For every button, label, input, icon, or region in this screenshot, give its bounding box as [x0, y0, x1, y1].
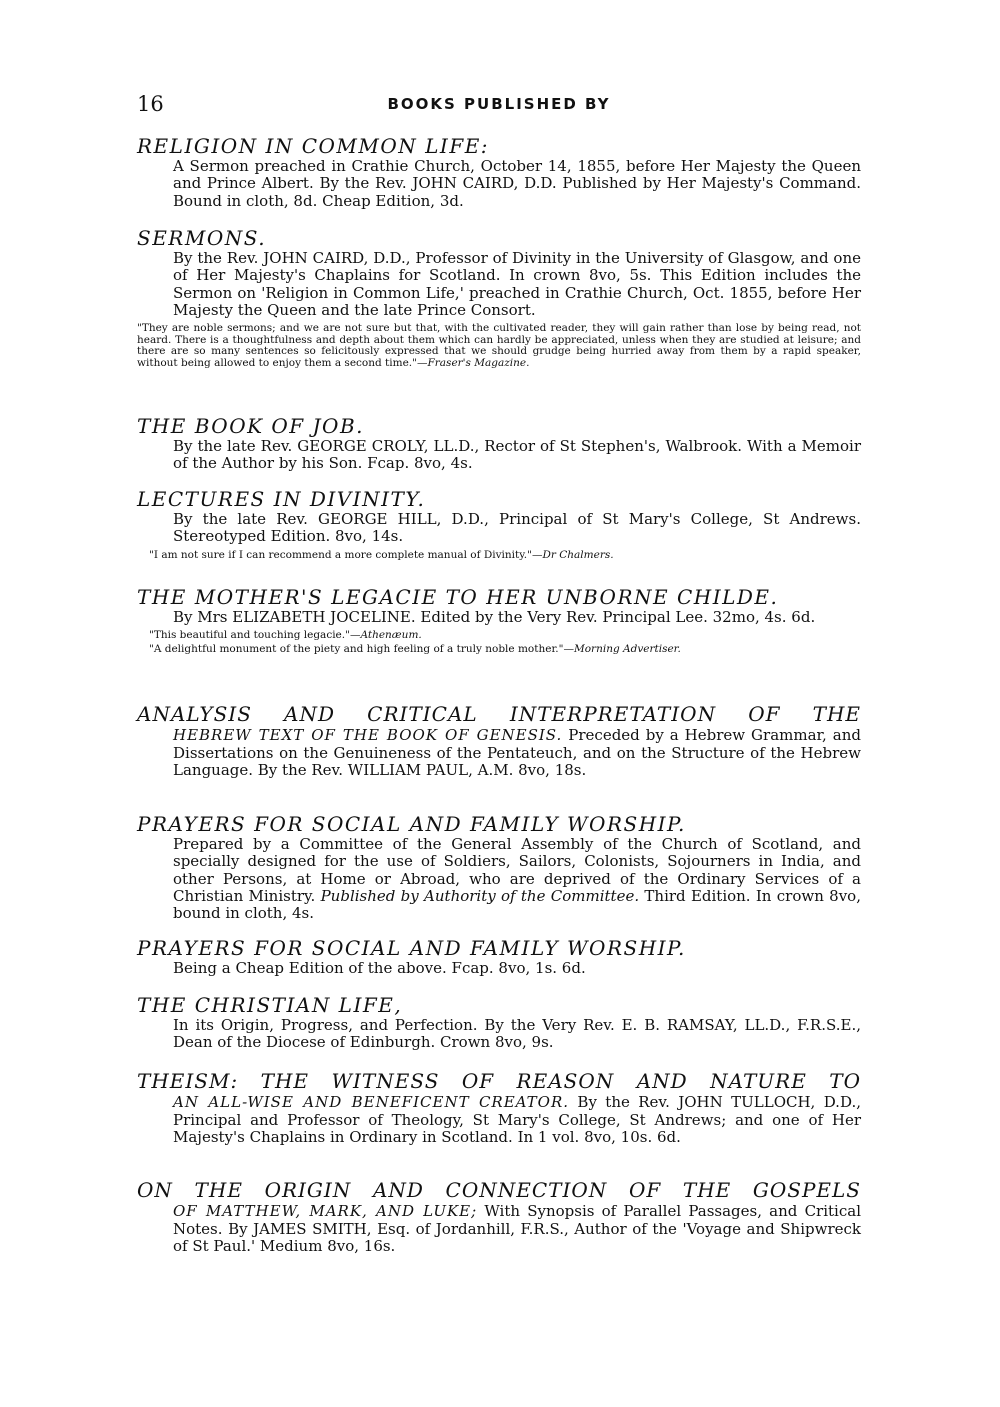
book-subtitle: OF MATTHEW, MARK, AND LUKE;: [173, 1202, 478, 1220]
book-entry: [137, 936, 861, 977]
book-description-block: [137, 836, 861, 922]
book-description: By the Rev. JOHN CAIRD, D.D., Professor of Divinity in the University of Glasgow, and one of Her Majesty's Chaplains for Scotland. In crown 8vo, 5s. This Edition includes the Sermon on 'Religion in Common Life,' preached in Crathie Church, Oct. 1855, before Her Majesty the Queen and the late Prince Consort.: [173, 249, 861, 319]
book-subtitle: AN ALL-WISE AND BENEFICENT CREATOR.: [173, 1093, 570, 1111]
book-entry: [137, 993, 861, 1052]
book-title: LECTURES IN DIVINITY.: [137, 487, 426, 511]
book-title: ON THE ORIGIN AND CONNECTION OF THE GOSPELS: [137, 1178, 861, 1202]
book-subtitle: HEBREW TEXT OF THE BOOK OF GENESIS.: [173, 726, 563, 744]
quote-text: "This beautiful and touching legacie.": [149, 629, 350, 642]
quote-text: "They are noble sermons; and we are not sure but that, with the cultivated reader, they will gain rather than lose by being read, not heard. There is a thoughtfulness and depth about them which can hardly be appreciated, unless when they are studied at leisure; and there are so many sentences so felicitously expressed that we should grudge being hurried away from them by a rapid speaker, without being allowed to enjoy them a second time.": [137, 322, 861, 369]
book-description-block: [137, 1202, 861, 1256]
book-description: With Synopsis of Parallel Passages, and Critical Notes. By JAMES SMITH, Esq. of Jordanhill, F.R.S., Author of the 'Voyage and Shipwreck of St Paul.' Medium 8vo, 16s.: [173, 1202, 861, 1256]
page-header: [137, 92, 861, 116]
book-description: By the late Rev. GEORGE HILL, D.D., Principal of St Mary's College, St Andrews. Stereotyped Edition. 8vo, 14s.: [173, 510, 861, 546]
review-quote: [137, 546, 861, 562]
quote-source: —Morning Advertiser.: [563, 642, 681, 655]
book-description: Prepared by a Committee of the General Assembly of the Church of Scotland, and specially designed for the use of Soldiers, Sailors, Colonists, Sojourners in India, and other Persons, at Home or Abroad, who are deprived of the Ordinary Services of a Christian Ministry.: [173, 835, 861, 905]
book-entry: [137, 487, 861, 561]
book-description: A Sermon preached in Crathie Church, October 14, 1855, before Her Majesty the Queen and Prince Albert. By the Rev. JOHN CAIRD, D.D. Published by Her Majesty's Command. Bound in cloth, 8d. Cheap Edition, 3d.: [173, 157, 861, 210]
book-description-end: Third Edition. In crown 8vo, bound in cloth, 4s.: [173, 886, 861, 923]
review-quote: [137, 626, 861, 642]
review-quote: [137, 319, 861, 369]
book-entry: [137, 134, 861, 210]
book-description-italic: Published by Authority of the Committee.: [320, 886, 640, 905]
page-number: 16: [137, 92, 164, 116]
book-description: By the late Rev. GEORGE CROLY, LL.D., Rector of St Stephen's, Walbrook. With a Memoir of the Author by his Son. Fcap. 8vo, 4s.: [173, 437, 861, 473]
book-entry: [137, 1178, 861, 1256]
book-title: PRAYERS FOR SOCIAL AND FAMILY WORSHIP.: [137, 936, 686, 960]
running-head: BOOKS PUBLISHED BY: [387, 95, 611, 113]
book-entry: [137, 414, 861, 473]
book-description-block: [137, 1093, 861, 1147]
quote-source: —Fraser's Magazine.: [416, 356, 530, 369]
quote-source: —Dr Chalmers.: [531, 548, 614, 561]
book-description: In its Origin, Progress, and Perfection. By the Very Rev. E. B. RAMSAY, LL.D., F.R.S.E., Dean of the Diocese of Edinburgh. Crown 8vo, 9s.: [173, 1016, 861, 1052]
book-description: Preceded by a Hebrew Grammar, and Dissertations on the Genuineness of the Pentateuch, and on the Structure of the Hebrew Language. By the Rev. WILLIAM PAUL, A.M. 8vo, 18s.: [173, 726, 861, 780]
book-title: THE BOOK OF JOB.: [137, 414, 364, 438]
book-title: ANALYSIS AND CRITICAL INTERPRETATION OF THE: [137, 702, 861, 726]
review-quote: [137, 642, 861, 656]
book-description-block: [137, 726, 861, 780]
quote-text: "I am not sure if I can recommend a more complete manual of Divinity.": [149, 548, 532, 561]
book-title: THEISM: THE WITNESS OF REASON AND NATURE TO: [137, 1069, 861, 1093]
book-entry: [137, 226, 861, 369]
book-description: Being a Cheap Edition of the above. Fcap. 8vo, 1s. 6d.: [173, 959, 586, 977]
book-title: PRAYERS FOR SOCIAL AND FAMILY WORSHIP.: [137, 812, 686, 836]
book-title: SERMONS.: [137, 226, 267, 250]
book-title: THE CHRISTIAN LIFE,: [137, 993, 403, 1017]
book-entry: [137, 585, 861, 655]
book-description: By Mrs ELIZABETH JOCELINE. Edited by the Very Rev. Principal Lee. 32mo, 4s. 6d.: [173, 608, 816, 626]
book-title: RELIGION IN COMMON LIFE:: [137, 134, 490, 158]
book-entry: [137, 702, 861, 780]
book-entry: [137, 1069, 861, 1147]
book-entry: [137, 812, 861, 922]
book-description: By the Rev. JOHN TULLOCH, D.D., Principal and Professor of Theology, St Mary's College, St Andrews; and one of Her Majesty's Chaplains in Ordinary in Scotland. In 1 vol. 8vo, 10s. 6d.: [173, 1093, 861, 1147]
quote-text: "A delightful monument of the piety and high feeling of a truly noble mother.": [149, 642, 564, 655]
quote-source: —Athenæum.: [349, 629, 422, 642]
book-title: THE MOTHER'S LEGACIE TO HER UNBORNE CHILDE.: [137, 585, 779, 609]
